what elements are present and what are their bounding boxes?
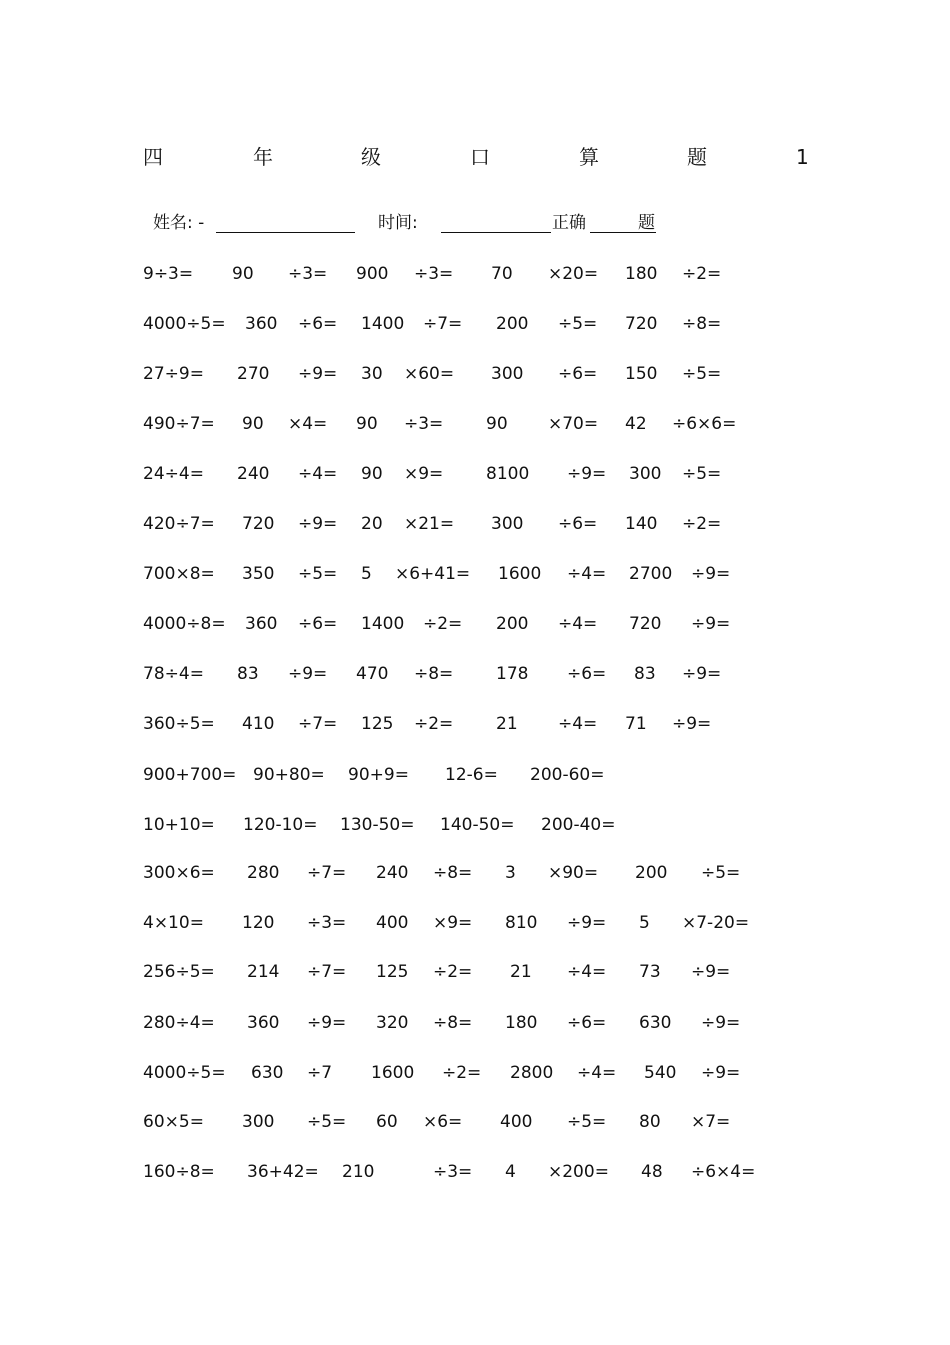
problem-cell: 180: [625, 264, 658, 284]
problem-cell: 4×10=: [143, 913, 204, 933]
problem-cell: 4000÷8=: [143, 614, 226, 634]
problem-cell: 90+80=: [253, 765, 325, 785]
title-char: 年: [253, 145, 273, 169]
problem-cell: 200-60=: [530, 765, 605, 785]
problem-cell: ×90=: [548, 863, 599, 883]
problem-cell: 300: [491, 514, 524, 534]
name-blank[interactable]: [216, 218, 355, 233]
title-char: 算: [579, 145, 599, 169]
problem-cell: ÷9=: [682, 664, 722, 684]
question-label: 题: [638, 213, 655, 233]
problem-cell: ÷3=: [404, 414, 444, 434]
problem-cell: 1400: [361, 314, 405, 334]
problem-cell: 9÷3=: [143, 264, 194, 284]
problem-cell: ÷9=: [307, 1013, 347, 1033]
problem-cell: 150: [625, 364, 658, 384]
problem-cell: 300×6=: [143, 863, 215, 883]
problem-cell: 125: [361, 714, 394, 734]
problem-cell: 200: [635, 863, 668, 883]
problem-cell: 60: [376, 1112, 398, 1132]
problem-cell: 90: [486, 414, 508, 434]
time-label: 时间:: [378, 213, 418, 233]
problem-cell: 360÷5=: [143, 714, 215, 734]
title-char: 口: [470, 145, 490, 169]
problem-cell: 470: [356, 664, 389, 684]
problem-cell: 12-6=: [445, 765, 498, 785]
problem-cell: 420÷7=: [143, 514, 215, 534]
problem-cell: ÷5=: [298, 564, 338, 584]
problem-cell: ÷9=: [701, 1063, 741, 1083]
problem-cell: 810: [505, 913, 538, 933]
problem-cell: ÷6×4=: [691, 1162, 756, 1182]
problem-cell: ÷4=: [567, 564, 607, 584]
problem-cell: 540: [644, 1063, 677, 1083]
problem-cell: 90: [361, 464, 383, 484]
problem-cell: 27÷9=: [143, 364, 204, 384]
problem-cell: ÷9=: [567, 464, 607, 484]
problem-cell: ÷6=: [298, 314, 338, 334]
problem-cell: ÷3=: [433, 1162, 473, 1182]
problem-cell: ÷2=: [414, 714, 454, 734]
title-number: 1: [796, 145, 809, 169]
problem-cell: ÷7=: [307, 863, 347, 883]
problem-cell: 720: [629, 614, 662, 634]
problem-cell: ÷5=: [558, 314, 598, 334]
problem-cell: 120: [242, 913, 275, 933]
problem-cell: ÷6=: [558, 364, 598, 384]
problem-cell: 360: [245, 614, 278, 634]
problem-cell: 178: [496, 664, 529, 684]
problem-cell: 360: [247, 1013, 280, 1033]
problem-cell: 630: [251, 1063, 284, 1083]
problem-cell: 2800: [510, 1063, 554, 1083]
problem-cell: ÷5=: [682, 464, 722, 484]
problem-cell: ÷2=: [682, 514, 722, 534]
problem-cell: ÷9=: [691, 564, 731, 584]
problem-cell: ÷9=: [691, 614, 731, 634]
problem-cell: ÷4=: [558, 614, 598, 634]
problem-cell: 4000÷5=: [143, 314, 226, 334]
problem-cell: 24÷4=: [143, 464, 204, 484]
problem-cell: 3: [505, 863, 516, 883]
problem-cell: 256÷5=: [143, 962, 215, 982]
time-blank[interactable]: [441, 218, 551, 233]
problem-cell: ÷9=: [567, 913, 607, 933]
problem-cell: 240: [237, 464, 270, 484]
problem-cell: 200: [496, 614, 529, 634]
problem-cell: 30: [361, 364, 383, 384]
problem-cell: 70: [491, 264, 513, 284]
problem-cell: 210: [342, 1162, 375, 1182]
problem-cell: 48: [641, 1162, 663, 1182]
problem-cell: 1600: [371, 1063, 415, 1083]
problem-cell: 200: [496, 314, 529, 334]
problem-cell: 73: [639, 962, 661, 982]
problem-cell: 60×5=: [143, 1112, 204, 1132]
problem-cell: 180: [505, 1013, 538, 1033]
problem-cell: ×70=: [548, 414, 599, 434]
problem-cell: 410: [242, 714, 275, 734]
problem-cell: 360: [245, 314, 278, 334]
problem-cell: ÷6=: [567, 1013, 607, 1033]
problem-cell: ×6+41=: [395, 564, 471, 584]
problem-cell: 900+700=: [143, 765, 237, 785]
problem-cell: ÷9=: [691, 962, 731, 982]
problem-cell: ÷5=: [682, 364, 722, 384]
problem-cell: ÷9=: [288, 664, 328, 684]
problem-cell: ÷8=: [414, 664, 454, 684]
problem-cell: 400: [500, 1112, 533, 1132]
problem-cell: 4000÷5=: [143, 1063, 226, 1083]
problem-cell: ÷4=: [558, 714, 598, 734]
problem-cell: ÷2=: [442, 1063, 482, 1083]
problem-cell: 200-40=: [541, 815, 616, 835]
problem-cell: 720: [625, 314, 658, 334]
problem-cell: 10+10=: [143, 815, 215, 835]
problem-cell: 36+42=: [247, 1162, 319, 1182]
title-char: 题: [687, 145, 707, 169]
problem-cell: 20: [361, 514, 383, 534]
problem-cell: ÷6=: [558, 514, 598, 534]
problem-cell: 83: [237, 664, 259, 684]
problem-cell: 90: [232, 264, 254, 284]
problem-cell: 120-10=: [243, 815, 318, 835]
problem-cell: ÷2=: [433, 962, 473, 982]
problem-cell: ÷2=: [682, 264, 722, 284]
problem-cell: ×6=: [423, 1112, 463, 1132]
problem-cell: 5: [639, 913, 650, 933]
problem-cell: ÷4=: [567, 962, 607, 982]
problem-cell: ÷7=: [307, 962, 347, 982]
problem-cell: 21: [510, 962, 532, 982]
problem-cell: 4: [505, 1162, 516, 1182]
problem-cell: 280÷4=: [143, 1013, 215, 1033]
problem-cell: ×7-20=: [682, 913, 750, 933]
problem-cell: ÷7: [307, 1063, 333, 1083]
problem-cell: 8100: [486, 464, 530, 484]
problem-cell: ÷7=: [298, 714, 338, 734]
problem-cell: ÷8=: [433, 863, 473, 883]
problem-cell: ÷5=: [567, 1112, 607, 1132]
problem-cell: ÷6×6=: [672, 414, 737, 434]
name-label: 姓名: -: [153, 213, 205, 233]
title-char: 级: [361, 145, 381, 169]
problem-cell: ÷5=: [701, 863, 741, 883]
problem-cell: 2700: [629, 564, 673, 584]
problem-cell: ×60=: [404, 364, 455, 384]
problem-cell: 140-50=: [440, 815, 515, 835]
problem-cell: 160÷8=: [143, 1162, 215, 1182]
problem-cell: 90: [242, 414, 264, 434]
problem-cell: 900: [356, 264, 389, 284]
problem-cell: 125: [376, 962, 409, 982]
problem-cell: 42: [625, 414, 647, 434]
problem-cell: ÷6=: [567, 664, 607, 684]
problem-cell: 300: [629, 464, 662, 484]
problem-cell: 630: [639, 1013, 672, 1033]
problem-cell: 270: [237, 364, 270, 384]
correct-label: 正确: [552, 213, 586, 233]
problem-cell: ×20=: [548, 264, 599, 284]
problem-cell: 71: [625, 714, 647, 734]
problem-cell: ÷8=: [433, 1013, 473, 1033]
problem-cell: 83: [634, 664, 656, 684]
problem-cell: ÷9=: [672, 714, 712, 734]
problem-cell: 280: [247, 863, 280, 883]
problem-cell: 214: [247, 962, 280, 982]
problem-cell: ÷7=: [423, 314, 463, 334]
problem-cell: ÷2=: [423, 614, 463, 634]
problem-cell: 400: [376, 913, 409, 933]
problem-cell: 90+9=: [348, 765, 409, 785]
problem-cell: 130-50=: [340, 815, 415, 835]
problem-cell: ÷6=: [298, 614, 338, 634]
problem-cell: 300: [242, 1112, 275, 1132]
problem-cell: 490÷7=: [143, 414, 215, 434]
problem-cell: 240: [376, 863, 409, 883]
problem-cell: 140: [625, 514, 658, 534]
problem-cell: ÷4=: [298, 464, 338, 484]
problem-cell: 720: [242, 514, 275, 534]
problem-cell: 320: [376, 1013, 409, 1033]
problem-cell: ÷9=: [298, 514, 338, 534]
problem-cell: ×9=: [433, 913, 473, 933]
problem-cell: ÷8=: [682, 314, 722, 334]
problem-cell: 1600: [498, 564, 542, 584]
problem-cell: ÷3=: [307, 913, 347, 933]
problem-cell: 80: [639, 1112, 661, 1132]
problem-cell: 300: [491, 364, 524, 384]
problem-cell: 350: [242, 564, 275, 584]
problem-cell: ÷5=: [307, 1112, 347, 1132]
problem-cell: 700×8=: [143, 564, 215, 584]
problem-cell: ×200=: [548, 1162, 609, 1182]
problem-cell: ÷9=: [701, 1013, 741, 1033]
problem-cell: 1400: [361, 614, 405, 634]
problem-cell: 78÷4=: [143, 664, 204, 684]
title-char: 四: [143, 145, 163, 169]
problem-cell: ÷9=: [298, 364, 338, 384]
problem-cell: ×21=: [404, 514, 455, 534]
problem-cell: ÷4=: [577, 1063, 617, 1083]
problem-cell: ÷3=: [414, 264, 454, 284]
problem-cell: 21: [496, 714, 518, 734]
problem-cell: 5: [361, 564, 372, 584]
problem-cell: ×9=: [404, 464, 444, 484]
problem-cell: ÷3=: [288, 264, 328, 284]
problem-cell: 90: [356, 414, 378, 434]
problem-cell: ×4=: [288, 414, 328, 434]
problem-cell: ×7=: [691, 1112, 731, 1132]
